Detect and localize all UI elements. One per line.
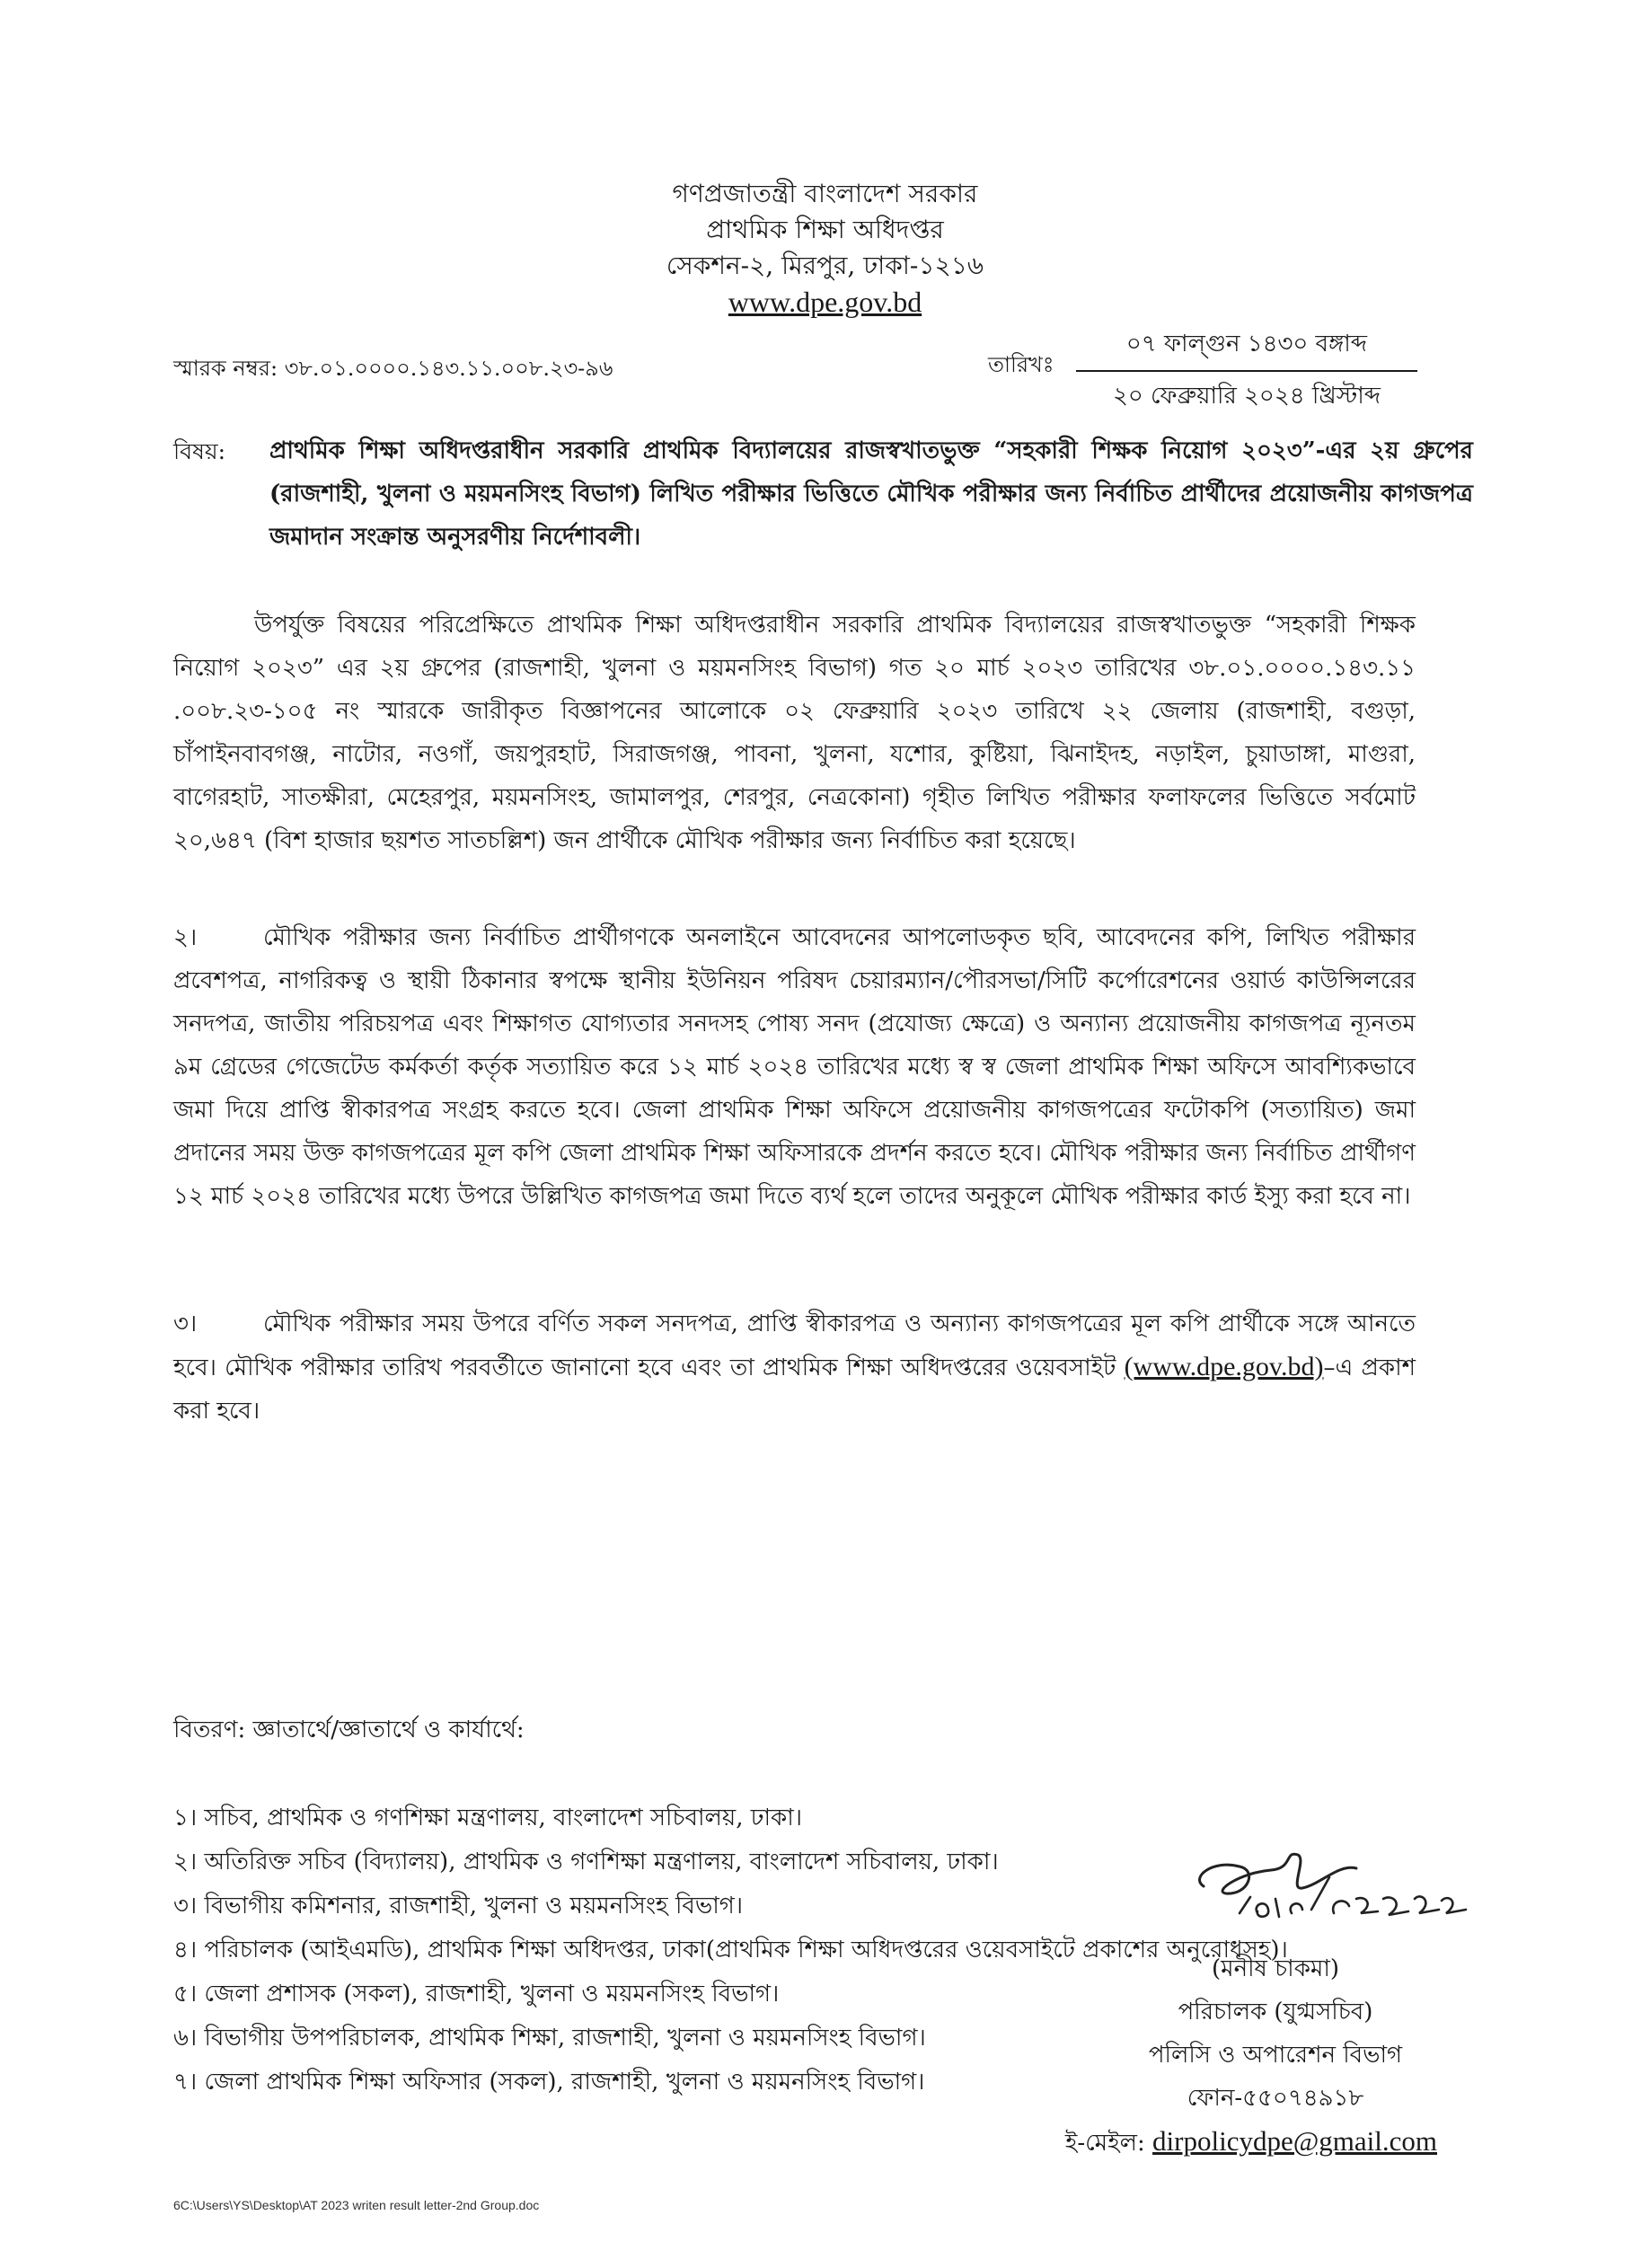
office-address: সেকশন-২, মিরপুর, ঢাকা-১২১৬ (666, 251, 984, 280)
distribution-item: ৪। পরিচালক (আইএমডি), প্রাথমিক শিক্ষা অধিদপ্তর, ঢাকা(প্রাথমিক শিক্ষা অধিদপ্তরের ওয়েবসাইটে প্রকাশের অনুরোধসহ)। (173, 1937, 1288, 1964)
memo-label: স্মারক নম্বর: (173, 356, 278, 381)
government-name: গণপ্রজাতন্ত্রী বাংলাদেশ সরকার (672, 179, 978, 208)
website-link[interactable]: www.dpe.gov.bd (728, 286, 922, 318)
email-link[interactable]: dirpolicydpe@gmail.com (1152, 2125, 1437, 2157)
paragraph-3 (173, 1302, 1416, 1433)
file-path-footer: 6C:\Users\YS\Desktop\AT 2023 writen result letter-2nd Group.doc (173, 2198, 540, 2212)
signatory-email-line (970, 2120, 1437, 2165)
memo-number (173, 352, 613, 388)
distribution-item: ১। সচিব, প্রাথমিক ও গণশিক্ষা মন্ত্রণালয়, বাংলাদেশ সচিবালয়, ঢাকা। (173, 1805, 803, 1831)
distribution-item: ৭। জেলা প্রাথমিক শিক্ষা অফিসার (সকল), রাজশাহী, খুলনা ও ময়মনসিংহ বিভাগ। (173, 2069, 925, 2096)
subject-text: প্রাথমিক শিক্ষা অধিদপ্তরাধীন সরকারি প্রাথমিক বিদ্যালয়ের রাজস্বখাতভুক্ত “সহকারী শিক্ষক নিয়োগ ২০২৩”-এর ২য় গ্রুপের (রাজশাহী, খুলনা ও ময়মনসিংহ বিভাগ) লিখিত পরীক্ষার ভিত্তিতে মৌখিক পরীক্ষার জন্য নির্বাচিত প্রার্থীদের প্রয়োজনীয় কাগজপত্র জমাদান সংক্রান্ত অনুসরণীয় নির্দেশাবলী। (269, 437, 1473, 551)
signatory-department: পলিসি ও অপারেশন বিভাগ (1148, 2042, 1403, 2069)
paragraph-1: উপর্যুক্ত বিষয়ের পরিপ্রেক্ষিতে প্রাথমিক শিক্ষা অধিদপ্তরাধীন সরকারি প্রাথমিক বিদ্যালয়ের রাজস্বখাতভুক্ত “সহকারী শিক্ষক নিয়োগ ২০২৩” এর ২য় গ্রুপের (রাজশাহী, খুলনা ও ময়মনসিংহ বিভাগ) গত ২০ মার্চ ২০২৩ তারিখের ৩৮.০১.০০০০.১৪৩.১১ .০০৮.২৩-১০৫ নং স্মারকে জারীকৃত বিজ্ঞাপনের আলোকে ০২ ফেব্রুয়ারি ২০২৩ তারিখে ২২ জেলায় (রাজশাহী, বগুড়া, চাঁপাইনবাবগঞ্জ, নাটোর, নওগাঁ, জয়পুরহাট, সিরাজগঞ্জ, পাবনা, খুলনা, যশোর, কুষ্টিয়া, ঝিনাইদহ, নড়াইল, চুয়াডাঙ্গা, মাগুরা, বাগেরহাট, সাতক্ষীরা, মেহেরপুর, ময়মনসিংহ, জামালপুর, শেরপুর, নেত্রকোনা) গৃহীত লিখিত পরীক্ষার ফলাফলের ভিত্তিতে সর্বমোট ২০,৬৪৭ (বিশ হাজার ছয়শত সাতচল্লিশ) জন প্রার্থীকে মৌখিক পরীক্ষার জন্য নির্বাচিত করা হয়েছে। (173, 612, 1416, 854)
distribution-heading: বিতরণ: জ্ঞাতার্থে/জ্ঞাতার্থে ও কার্যার্থে: (173, 1716, 525, 1743)
header-block (0, 176, 1650, 320)
date-gregorian: ২০ ফেব্রুয়ারি ২০২৪ খ্রিস্টাব্দ (1112, 383, 1381, 410)
date-bangla: ০৭ ফাল্গুন ১৪৩০ বঙ্গাব্দ (1076, 325, 1417, 372)
signatory-phone: ফোন-৫৫০৭৪৯১৮ (1187, 2085, 1364, 2112)
date-label: তারিখঃ (988, 352, 1054, 377)
distribution-item: ৬। বিভাগীয় উপপরিচালক, প্রাথমিক শিক্ষা, রাজশাহী, খুলনা ও ময়মনসিংহ বিভাগ। (173, 2025, 926, 2052)
paragraph-3-number: ৩। (173, 1310, 198, 1337)
paragraph-2-number: ২। (173, 924, 198, 951)
website-inline-link[interactable]: (www.dpe.gov.bd) (1124, 1352, 1324, 1381)
distribution-item: ২। অতিরিক্ত সচিব (বিদ্যালয়), প্রাথমিক ও গণশিক্ষা মন্ত্রণালয়, বাংলাদেশ সচিবালয়, ঢাকা। (173, 1849, 999, 1875)
distribution-item: ৫। জেলা প্রশাসক (সকল), রাজশাহী, খুলনা ও ময়মনসিংহ বিভাগ। (173, 1981, 780, 2008)
date-block (1076, 325, 1417, 417)
directorate-name: প্রাথমিক শিক্ষা অধিদপ্তর (706, 215, 944, 244)
email-label: ই-মেইল: (1064, 2130, 1145, 2157)
distribution-item: ৩। বিভাগীয় কমিশনার, রাজশাহী, খুলনা ও ময়মনসিংহ বিভাগ। (173, 1893, 744, 1919)
paragraph-2 (173, 916, 1416, 1218)
distribution-list (173, 1796, 1476, 2105)
signatory-name: (মনীষ চাকমা) (1211, 1955, 1340, 1982)
paragraph-3-tail: –এ প্রকাশ করা হবে। (173, 1355, 1416, 1425)
memo-value: ৩৮.০১.০০০০.১৪৩.১১.০০৮.২৩-৯৬ (284, 356, 613, 381)
paragraph-3-text: মৌখিক পরীক্ষার সময় উপরে বর্ণিত সকল সনদপত্র, প্রাপ্তি স্বীকারপত্র ও অন্যান্য কাগজপত্রের মূল কপি প্রার্থীকে সঙ্গে আনতে হবে। মৌখিক পরীক্ষার তারিখ পরবর্তীতে জানানো হবে এবং তা প্রাথমিক শিক্ষা অধিদপ্তরের ওয়েবসাইট (173, 1310, 1416, 1381)
subject-label: বিষয়: (173, 438, 226, 464)
signatory-designation: পরিচালক (যুগ্মসচিব) (1178, 1999, 1373, 2025)
paragraph-2-text: মৌখিক পরীক্ষার জন্য নির্বাচিত প্রার্থীগণকে অনলাইনে আবেদনের আপলোডকৃত ছবি, আবেদনের কপি, লিখিত পরীক্ষার প্রবেশপত্র, নাগরিকত্ব ও স্থায়ী ঠিকানার স্বপক্ষে স্থানীয় ইউনিয়ন পরিষদ চেয়ারম্যান/পৌরসভা/সিটি কর্পোরেশনের ওয়ার্ড কাউন্সিলরের সনদপত্র, জাতীয় পরিচয়পত্র এবং শিক্ষাগত যোগ্যতার সনদসহ পোষ্য সনদ (প্রযোজ্য ক্ষেত্রে) ও অন্যান্য প্রয়োজনীয় কাগজপত্র ন্যূনতম ৯ম গ্রেডের গেজেটেড কর্মকর্তা কর্তৃক সত্যায়িত করে ১২ মার্চ ২০২৪ তারিখের মধ্যে স্ব স্ব জেলা প্রাথমিক শিক্ষা অফিসে আবশ্যিকভাবে জমা দিয়ে প্রাপ্তি স্বীকারপত্র সংগ্রহ করতে হবে। জেলা প্রাথমিক শিক্ষা অফিসে প্রয়োজনীয় কাগজপত্রের ফটোকপি (সত্যায়িত) জমা প্রদানের সময় উক্ত কাগজপত্রের মূল কপি জেলা প্রাথমিক শিক্ষা অফিসারকে প্রদর্শন করতে হবে। মৌখিক পরীক্ষার জন্য নির্বাচিত প্রার্থীগণ ১২ মার্চ ২০২৪ তারিখের মধ্যে উপরে উল্লিখিত কাগজপত্র জমা দিতে ব্যর্থ হলে তাদের অনুকূলে মৌখিক পরীক্ষার কার্ড ইস্যু করা হবে না। (173, 924, 1416, 1210)
